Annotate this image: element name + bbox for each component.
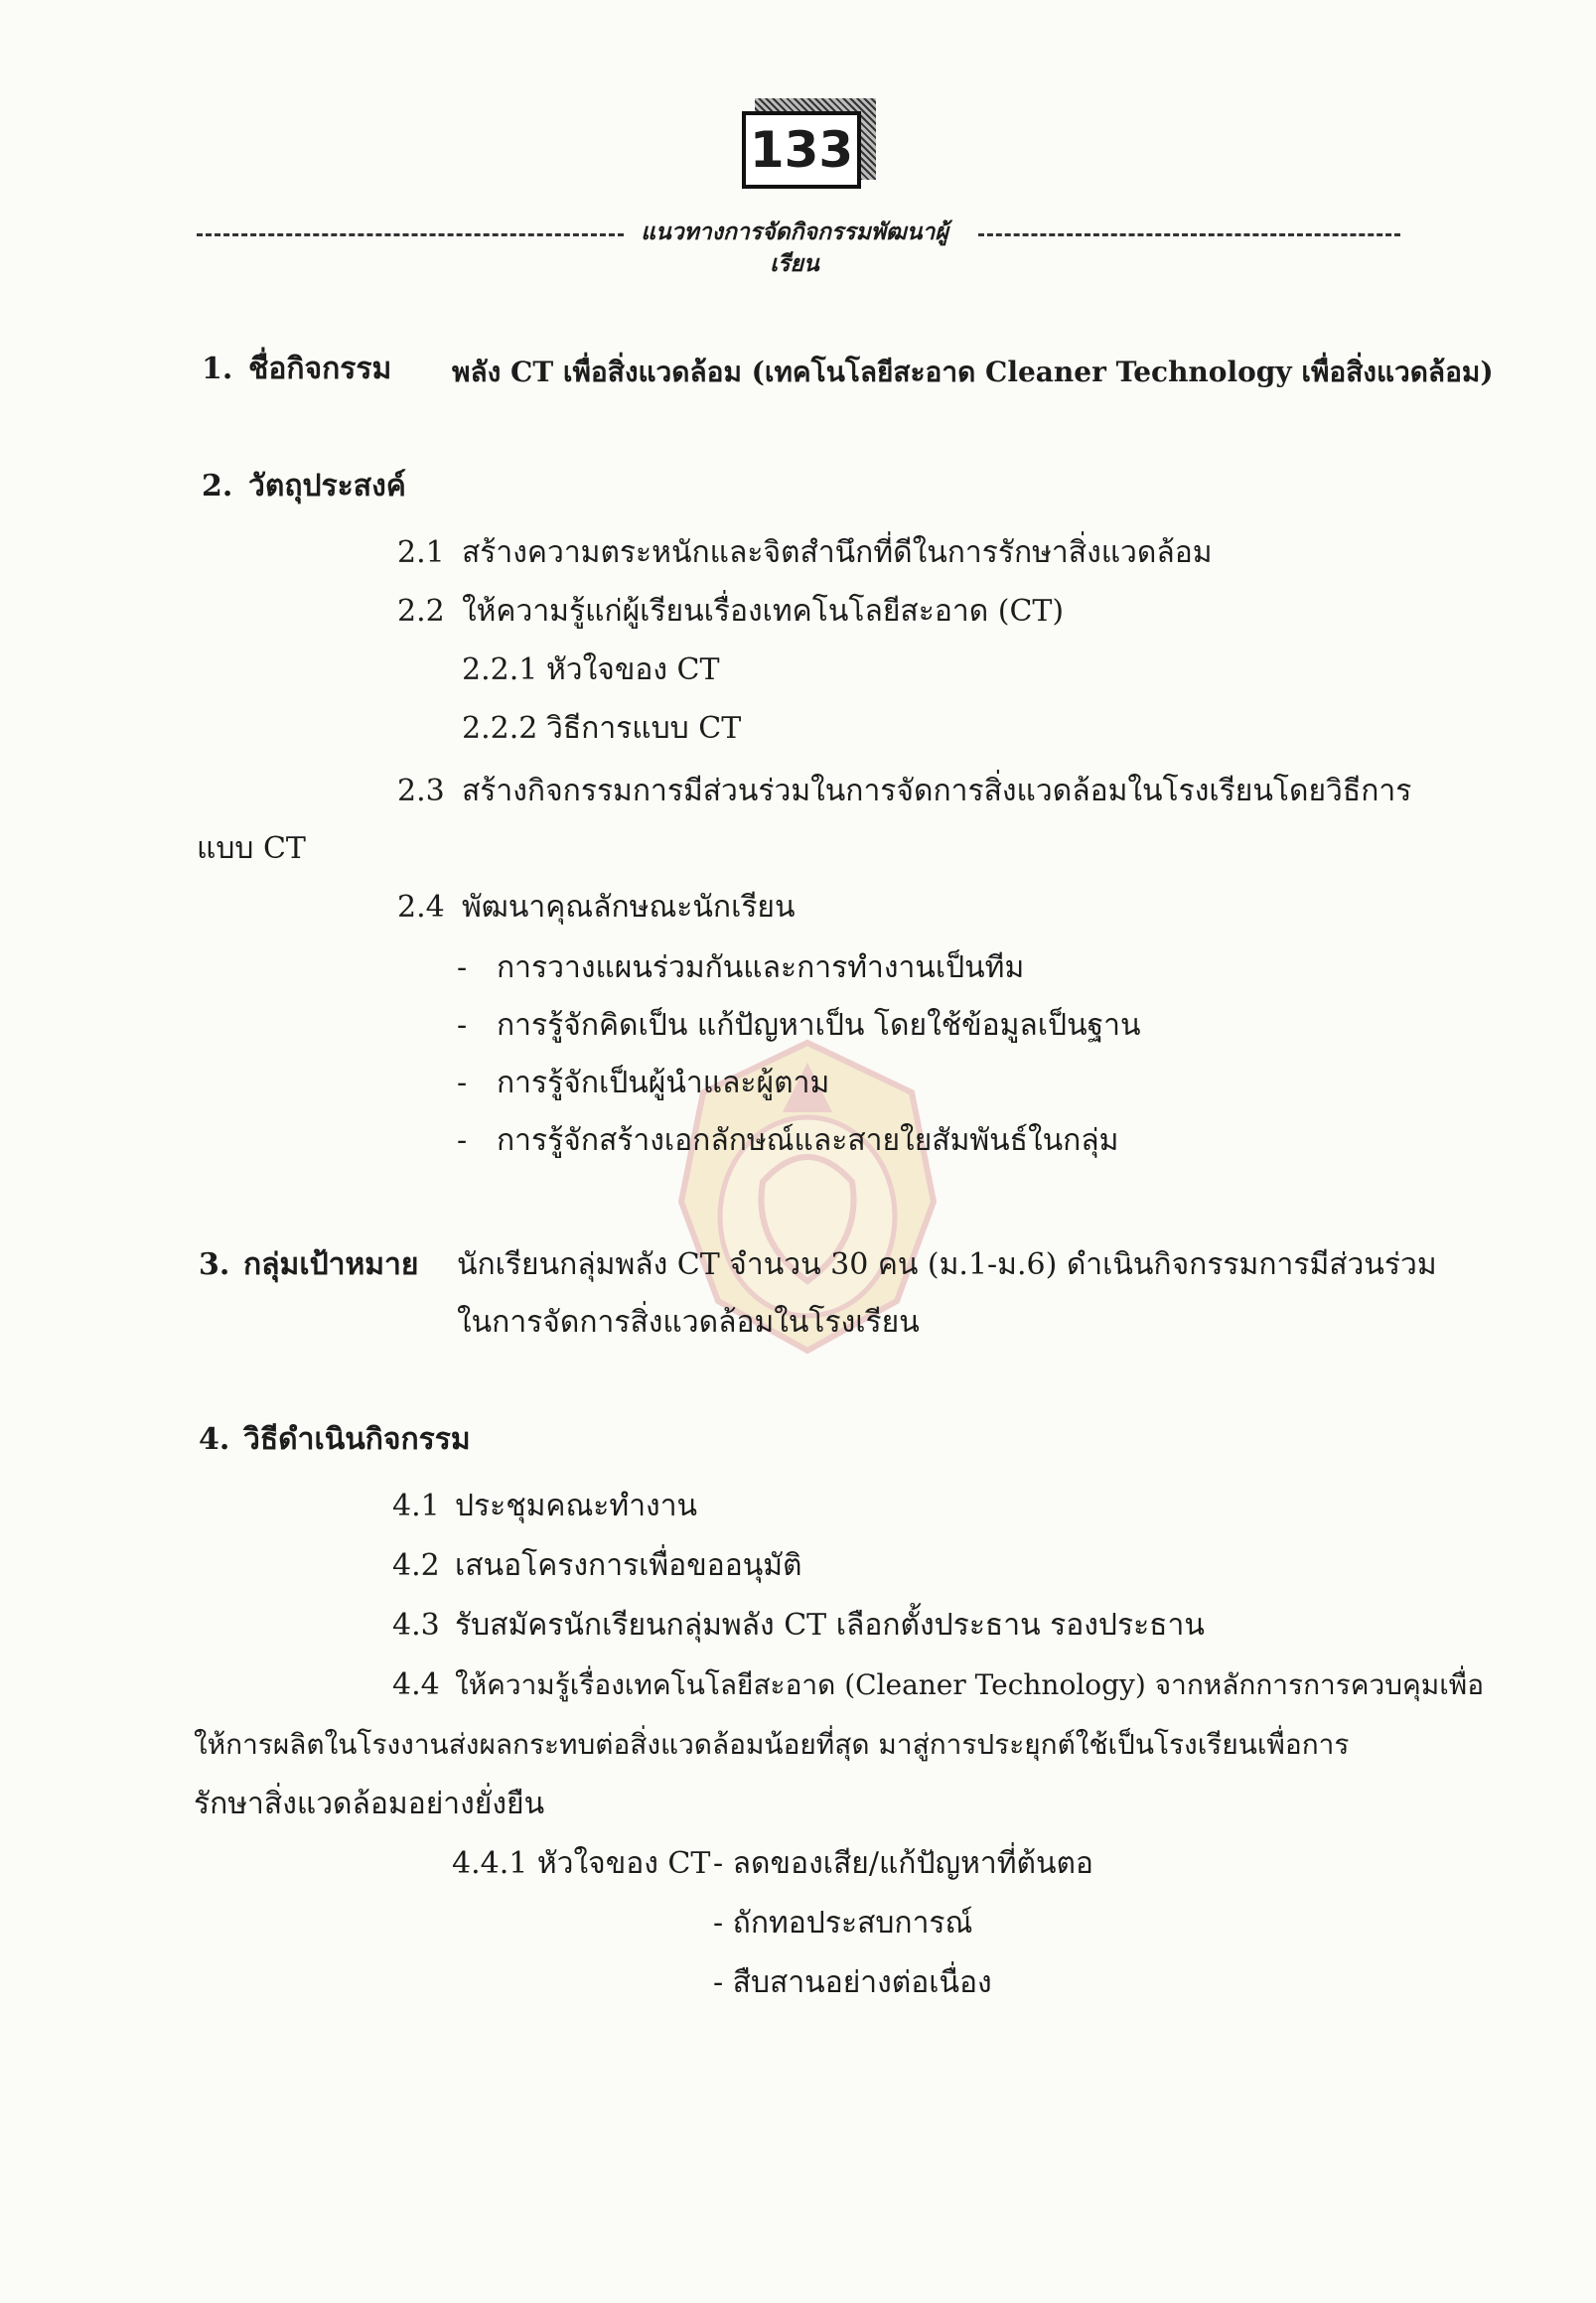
section-3-number: 3. [199,1247,230,1282]
item-4-4-number: 4.4 [392,1667,440,1702]
item-2-3-continuation: แบบ CT [197,831,306,866]
item-2-4-number: 2.4 [397,890,445,925]
section-3-label: กลุ่มเป้าหมาย [243,1247,419,1282]
bullet-item: การวางแผนร่วมกันและการทำงานเป็นทีม [497,950,1025,985]
item-2-3-number: 2.3 [397,774,445,808]
item-2-2-number: 2.2 [397,594,445,629]
page-number: 133 [742,111,861,189]
item-2-3-text: สร้างกิจกรรมการมีส่วนร่วมในการจัดการสิ่งแวดล้อมในโรงเรียนโดยวิธีการ [462,774,1412,808]
section-1-number: 1. [202,352,233,386]
item-4-1-text: ประชุมคณะทำงาน [455,1489,698,1523]
section-2-label: วัตถุประสงค์ [248,469,406,504]
item-4-4-line-2: ให้การผลิตในโรงงานส่งผลกระทบต่อสิ่งแวดล้อมน้อยที่สุด มาสู่การประยุกต์ใช้เป็นโรงเรียนเพื่อการ [194,1728,1350,1761]
item-4-2-text: เสนอโครงการเพื่อขออนุมัติ [455,1548,802,1583]
target-group-line-1: นักเรียนกลุ่มพลัง CT จำนวน 30 คน (ม.1-ม.6) ดำเนินกิจกรรมการมีส่วนร่วม [457,1247,1437,1282]
header-rule-right [978,233,1400,236]
item-2-2-2-number: 2.2.2 [462,711,538,746]
item-2-1-number: 2.1 [397,535,445,570]
bullet-dash: - [457,1008,468,1043]
item-4-2-number: 4.2 [392,1548,440,1583]
item-2-1-text: สร้างความตระหนักและจิตสำนึกที่ดีในการรักษาสิ่งแวดล้อม [462,535,1213,570]
ct-heart-point: - ลดของเสีย/แก้ปัญหาที่ต้นตอ [713,1846,1093,1881]
target-group-line-2: ในการจัดการสิ่งแวดล้อมในโรงเรียน [457,1305,920,1340]
section-2-number: 2. [202,469,233,504]
item-2-2-1-number: 2.2.1 [462,652,538,687]
item-2-2-text: ให้ความรู้แก่ผู้เรียนเรื่องเทคโนโลยีสะอาด (CT) [462,594,1065,629]
section-4-number: 4. [199,1422,230,1457]
item-2-2-2-text: วิธีการแบบ CT [546,711,742,746]
header-rule-left [197,233,624,236]
running-header: แนวทางการจัดกิจกรรมพัฒนาผู้เรียน [641,218,948,277]
bullet-item: การรู้จักสร้างเอกลักษณ์และสายใยสัมพันธ์ในกลุ่ม [497,1123,1119,1158]
bullet-item: การรู้จักคิดเป็น แก้ปัญหาเป็น โดยใช้ข้อมูลเป็นฐาน [497,1008,1141,1043]
bullet-dash: - [457,1066,468,1100]
bullet-item: การรู้จักเป็นผู้นำและผู้ตาม [497,1066,830,1100]
ct-heart-point: - สืบสานอย่างต่อเนื่อง [713,1965,992,2000]
activity-name: พลัง CT เพื่อสิ่งแวดล้อม (เทคโนโลยีสะอาด Cleaner Technology เพื่อสิ่งแวดล้อม) [452,356,1494,388]
ct-heart-point: - ถักทอประสบการณ์ [713,1906,973,1941]
bullet-dash: - [457,1123,468,1158]
item-4-4-line-1: ให้ความรู้เรื่องเทคโนโลยีสะอาด (Cleaner Technology) จากหลักการการควบคุมเพื่อ [455,1668,1485,1701]
item-2-2-1-text: หัวใจของ CT [546,652,720,687]
item-4-4-1-label: 4.4.1 หัวใจของ CT [452,1846,711,1881]
item-4-3-number: 4.3 [392,1608,440,1643]
item-4-4-line-3: รักษาสิ่งแวดล้อมอย่างยั่งยืน [194,1787,545,1821]
item-2-4-text: พัฒนาคุณลักษณะนักเรียน [462,890,796,925]
section-1-label: ชื่อกิจกรรม [248,352,392,386]
section-4-label: วิธีดำเนินกิจกรรม [243,1422,471,1457]
bullet-dash: - [457,950,468,985]
item-4-1-number: 4.1 [392,1489,440,1523]
item-4-3-text: รับสมัครนักเรียนกลุ่มพลัง CT เลือกตั้งประธาน รองประธาน [455,1608,1205,1643]
